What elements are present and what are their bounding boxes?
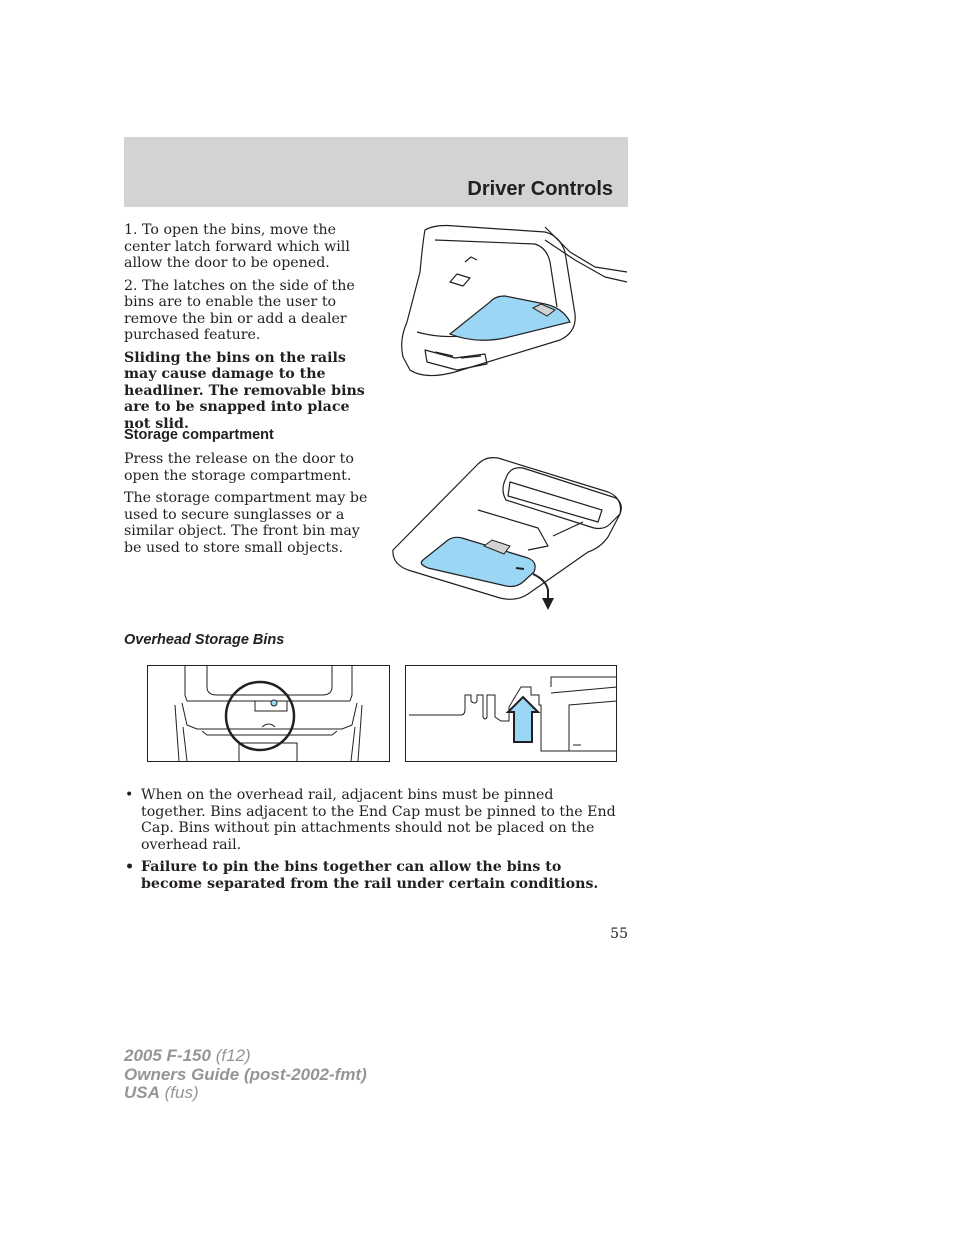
page-number: 55 [610,926,628,942]
bins-instructions [124,222,376,438]
bullet-symbol: • [125,859,135,875]
overhead-bins-heading: Overhead Storage Bins [124,632,285,648]
section-header-band [124,137,628,207]
down-arrow-icon [542,598,554,610]
overhead-bins-bullets [124,787,618,898]
pin-icon [271,700,277,706]
step-2-text: 2. The latches on the side of the bins are to enable the user to remove the bin or add a dealer purchased feature. [124,277,355,343]
step-1-text: 1. To open the bins, move the center latch forward which will allow the door to be opened. [124,222,350,271]
footer-region-code: (fus) [164,1083,199,1102]
section-title: Driver Controls [467,178,613,200]
rail-profile-illustration [405,665,617,762]
footer-model-code: (f12) [215,1046,251,1065]
storage-compartment-text [124,451,376,562]
list-item [124,859,618,892]
storage-para-1: Press the release on the door to open the storage compartment. [124,451,354,484]
bin-door-highlight [450,296,570,340]
storage-compartment-illustration [388,452,628,617]
document-footer [124,1047,367,1103]
bullet-text: Failure to pin the bins together can allow the bins to become separated from the rail under certain conditions. [141,859,599,892]
overhead-console-bins-illustration [395,222,630,387]
footer-line-2: Owners Guide (post-2002-fmt) [124,1064,367,1084]
storage-compartment-heading: Storage compartment [124,427,274,443]
footer-model: 2005 F-150 [124,1046,211,1065]
storage-para-2: The storage compartment may be used to secure sunglasses or a similar object. The front bin may be used to store small objects. [124,490,368,556]
footer-line-1 [124,1047,367,1066]
sliding-warning: Sliding the bins on the rails may cause damage to the headliner. The removable bins are to be snapped into place not slid. [124,349,365,432]
bullet-text: When on the overhead rail, adjacent bins must be pinned together. Bins adjacent to the End Cap must be pinned to the End Cap. Bins without pin attachments should not be placed on the overhead rail. [141,787,616,853]
list-item [124,787,618,853]
footer-line-3 [124,1084,367,1103]
bullet-symbol: • [125,787,134,803]
bins-pin-illustration [147,665,390,762]
footer-region: USA [124,1083,160,1102]
